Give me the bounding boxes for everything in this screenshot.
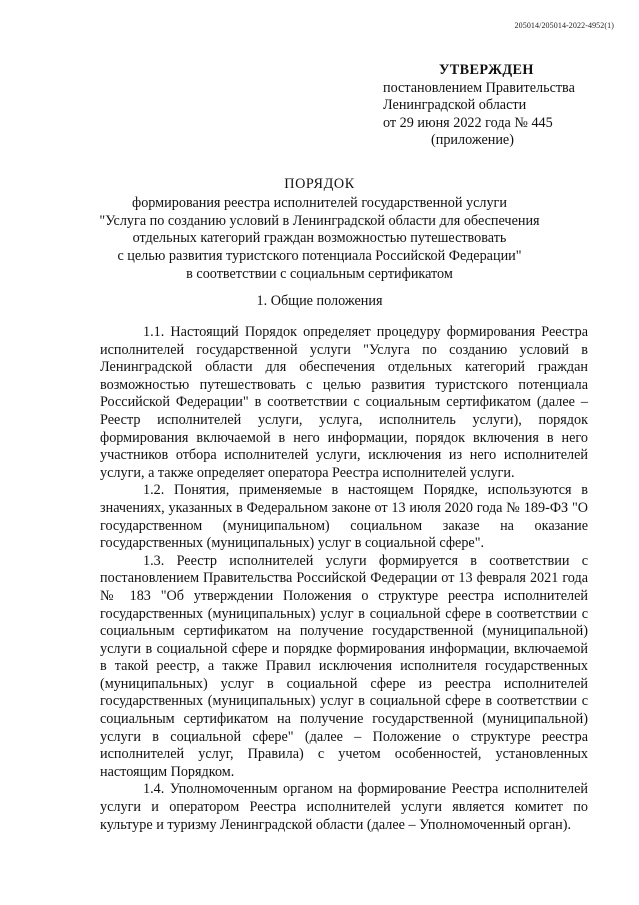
approval-stamp [383,62,575,150]
approval-annex: (приложение) [431,132,514,148]
approval-line: Ленинградской области [383,97,527,113]
title-line: "Услуга по созданию условий в Ленинградской области для обеспечения [99,212,540,229]
paragraph-1-1: 1.1. Настоящий Порядок определяет процедуру формирования Реестра исполнителей государственной услуги "Услуга по созданию условий в Ленинградской области для обеспечения отдельных категорий граждан возможностью путешествовать с целью развития туристского потенциала Российской Федерации" в соответствии с социальным сертификатом (далее – Реестр исполнителей услуги, услуга, исполнитель услуги), порядок формирования включаемой в него информации, порядок включения в него участников отбора исполнителей услуги, исключения из него исполнителей услуги, а также определяет оператора Реестра исполнителей услуги. [100,324,588,481]
section-heading: 1. Общие положения [256,293,383,309]
title-line: отдельных категорий граждан возможностью путешествовать [132,230,507,247]
document-body [100,324,588,834]
approval-heading: УТВЕРЖДЕН [439,62,534,78]
title-line: формирования реестра исполнителей государственной услуги [132,194,507,211]
title-main: ПОРЯДОК [284,176,355,192]
paragraph-1-4: 1.4. Уполномоченным органом на формирование Реестра исполнителей услуги и оператором Реестра исполнителей услуги является комитет по культуре и туризму Ленинградской области (далее – Уполномоченный орган). [100,781,588,833]
approval-line: постановлением Правительства [383,79,575,96]
document-id: 205014/205014-2022-4952(1) [514,21,614,30]
approval-line: от 29 июня 2022 года № 445 [383,114,553,131]
paragraph-1-3: 1.3. Реестр исполнителей услуги формируется в соответствии с постановлением Правительства Российской Федерации от 13 февраля 2021 года № 183 "Об утверждении Положения о структуре реестра исполнителей государственных (муниципальных) услуг в социальной сфере в соответствии с социальным сертификатом на получение государственной (муниципальной) услуги в социальной сфере и порядке формирования информации, включаемой в такой реестр, а также Правил исключения исполнителя государственных (муниципальных) услуг в социальной сфере из реестра исполнителей государственных (муниципальных) услуг в социальной сфере в соответствии с социальным сертификатом на получение государственной (муниципальной) услуги в социальной сфере" (далее – Положение о структуре реестра исполнителей услуг, Правила) с учетом особенностей, установленных настоящим Порядком. [100,552,588,780]
paragraph-1-2: 1.2. Понятия, применяемые в настоящем Порядке, используются в значениях, указанных в Федеральном законе от 13 июля 2020 года № 189-ФЗ "О государственном (муниципальном) социальном заказе на оказание государственных (муниципальных) услуг в социальной сфере". [100,482,588,552]
title-line: в соответствии с социальным сертификатом [186,265,453,282]
title-line: с целью развития туристского потенциала Российской Федерации" [117,248,522,265]
document-title [0,176,639,284]
